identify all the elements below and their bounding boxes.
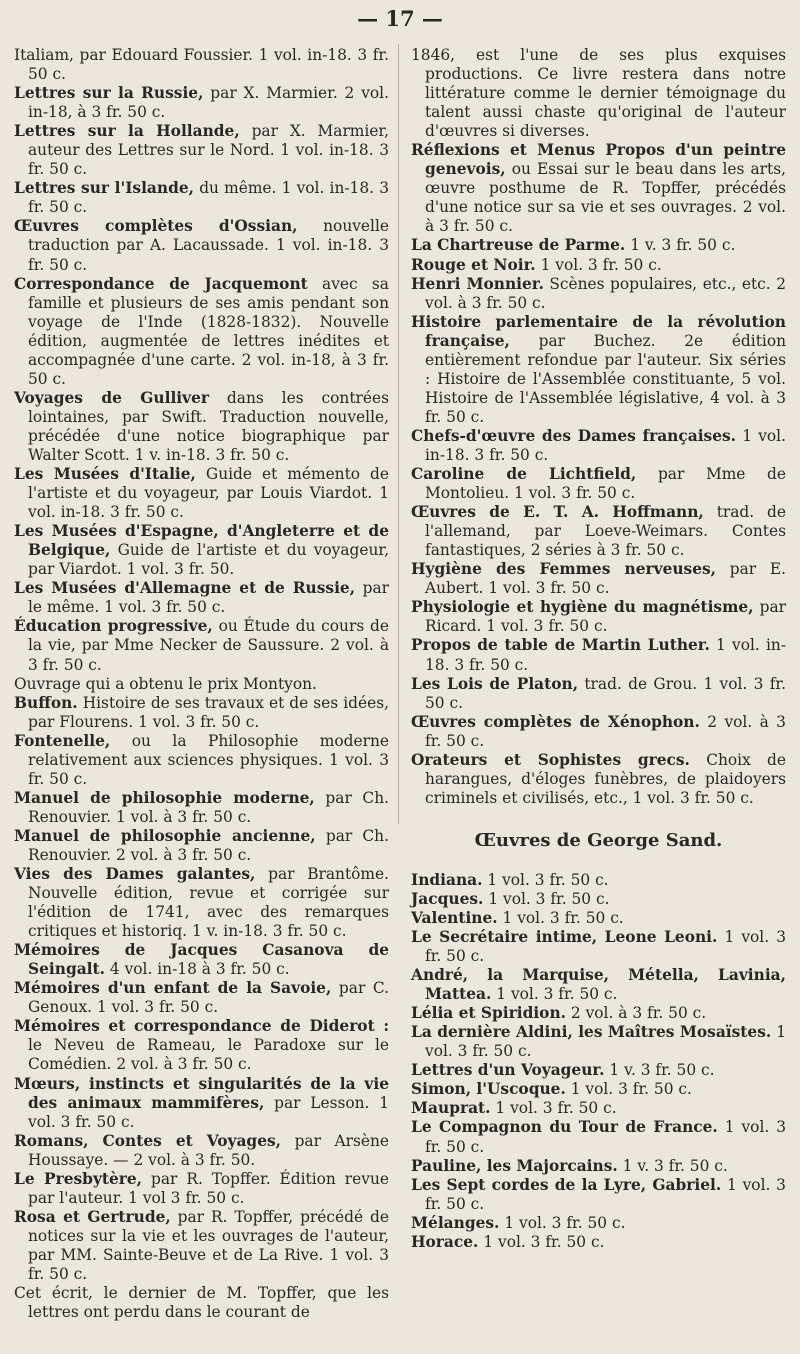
entry-text: 1846, est l'une de ses plus exquises productions. Ce livre restera dans notre littérature comme le dernier témoignage du talent aussi chaste qu'original de l'auteur d'œuvres si diverses. <box>411 46 786 141</box>
entry-text: 1 vol. 3 fr. 50 c. <box>483 1232 605 1251</box>
catalogue-entry <box>411 256 786 275</box>
entry-title: Lettres sur la Russie, <box>14 84 204 103</box>
catalogue-entry <box>411 909 786 928</box>
catalogue-entry <box>411 236 786 255</box>
catalogue-entry <box>14 522 389 579</box>
catalogue-entry <box>14 1017 389 1074</box>
entry-title: Orateurs et Sophistes grecs. <box>411 750 690 769</box>
catalogue-entry <box>411 1157 786 1176</box>
entry-title: Mémoires et correspondance de Diderot : <box>14 1017 389 1036</box>
catalogue-entry <box>14 122 389 179</box>
catalogue-entry <box>411 1061 786 1080</box>
entry-text: 1 vol. 3 fr. 50 c. <box>570 1080 692 1099</box>
entry-text: le Neveu de Rameau, le Paradoxe sur le Comédien. 2 vol. à 3 fr. 50 c. <box>28 1036 389 1074</box>
entry-title: Pauline, les Majorcains. <box>411 1156 618 1175</box>
entry-title: Éducation progressive, <box>14 617 213 636</box>
entry-text: par le même. 1 vol. 3 fr. 50 c. <box>28 579 389 617</box>
entry-text: Scènes populaires, etc., etc. 2 vol. à 3 fr. 50 c. <box>425 274 786 312</box>
entry-title: Chefs-d'œuvre des Dames françaises. <box>411 426 737 445</box>
entry-text: trad. de l'allemand, par Loeve-Weimars. Contes fantastiques, 2 séries à 3 fr. 50 c. <box>425 503 786 560</box>
catalogue-entry <box>14 694 389 732</box>
entry-text: Guide de l'artiste et du voyageur, par Viardot. 1 vol. 3 fr. 50. <box>28 541 389 579</box>
catalogue-entry <box>411 46 786 141</box>
entry-title: Fontenelle, <box>14 731 111 750</box>
entry-text: Guide et mémento de l'artiste et du voyageur, par Louis Viardot. 1 vol. in-18. 3 fr. 50 c. <box>28 465 389 522</box>
entry-title: Lettres sur la Hollande, <box>14 122 240 141</box>
catalogue-entry <box>14 789 389 827</box>
entry-text: 1 vol. 3 fr. 50 c. <box>502 908 624 927</box>
entry-title: Henri Monnier. <box>411 274 544 293</box>
entry-title: Réflexions et Menus Propos d'un peintre genevois, <box>411 141 786 179</box>
catalogue-entry <box>14 84 389 122</box>
entry-text: 1 vol. 3 fr. 50 c. <box>496 985 618 1004</box>
entry-text: 1 vol. 3 fr. 50 c. <box>425 1118 786 1156</box>
catalogue-entry <box>411 1176 786 1214</box>
entry-text: 1 vol. in-18. 3 fr. 50 c. <box>425 636 786 674</box>
entry-text: 1 v. 3 fr. 50 c. <box>622 1156 728 1175</box>
entry-title: Indiana. <box>411 870 483 889</box>
entry-title: Simon, l'Uscoque. <box>411 1080 566 1099</box>
entry-text: par Buchez. 2e édition entièrement refondue par l'auteur. Six séries : Histoire de l'Assemblée constituante, 5 vol. Histoire de l'Assemblée législative, 4 vol. à 3 fr. 50 c. <box>425 331 786 426</box>
entry-text: par Ricard. 1 vol. 3 fr. 50 c. <box>425 598 786 636</box>
entry-title: Mauprat. <box>411 1099 491 1118</box>
catalogue-entry <box>411 1023 786 1061</box>
entry-text: par Lesson. 1 vol. 3 fr. 50 c. <box>28 1093 389 1131</box>
entry-text: 4 vol. in-18 à 3 fr. 50 c. <box>109 960 290 979</box>
entry-title: Manuel de philosophie ancienne, <box>14 826 316 845</box>
entry-text: Choix de harangues, d'éloges funèbres, de plaidoyers criminels et civilisés, etc., 1 vol. 3 fr. 50 c. <box>425 750 786 807</box>
entry-title: Buffon. <box>14 693 78 712</box>
entry-title: Propos de table de Martin Luther. <box>411 636 710 655</box>
catalogue-entry <box>411 427 786 465</box>
catalogue-entry <box>411 503 786 560</box>
entry-text: 1 vol. 3 fr. 50 c. <box>425 1023 786 1061</box>
catalogue-entry <box>14 941 389 979</box>
catalogue-entry <box>411 1099 786 1118</box>
entry-text: 2 vol. à 3 fr. 50 c. <box>570 1004 707 1023</box>
section-title: Œuvres de George Sand. <box>474 829 723 851</box>
entry-text: Italiam, par Edouard Foussier. 1 vol. in-18. 3 fr. 50 c. <box>14 46 389 84</box>
entry-title: Les Musées d'Allemagne et de Russie, <box>14 579 356 598</box>
entry-title: Lélia et Spiridion. <box>411 1004 566 1023</box>
catalogue-entry <box>14 865 389 941</box>
entry-text: par X. Marmier, auteur des Lettres sur le Nord. 1 vol. in-18. 3 fr. 50 c. <box>28 122 389 179</box>
column-divider <box>398 44 399 824</box>
catalogue-entry <box>14 1075 389 1132</box>
entry-title: Rosa et Gertrude, <box>14 1207 171 1226</box>
entry-text: ou Étude du cours de la vie, par Mme Necker de Saussure. 2 vol. à 3 fr. 50 c. <box>28 617 389 674</box>
entry-title: Romans, Contes et Voyages, <box>14 1131 282 1150</box>
entry-text: 1 vol. 3 fr. 50 c. <box>425 928 786 966</box>
catalogue-entry <box>14 46 389 84</box>
entry-text: 1 vol. 3 fr. 50 c. <box>488 889 610 908</box>
catalogue-entry <box>411 751 786 808</box>
catalogue-entry <box>14 275 389 389</box>
catalogue-entry <box>411 675 786 713</box>
entry-text: par C. Genoux. 1 vol. 3 fr. 50 c. <box>28 979 389 1017</box>
entry-text: par Ch. Renouvier. 1 vol. à 3 fr. 50 c. <box>28 788 389 826</box>
catalogue-entry <box>14 389 389 465</box>
entry-text: 1 vol. 3 fr. 50 c. <box>504 1213 626 1232</box>
entry-title: Mélanges. <box>411 1213 500 1232</box>
entry-title: Rouge et Noir. <box>411 255 536 274</box>
catalogue-entry <box>411 1004 786 1023</box>
entry-title: La dernière Aldini, les Maîtres Mosaïstes. <box>411 1023 772 1042</box>
catalogue-entry <box>411 560 786 598</box>
entry-title: Mémoires d'un enfant de la Savoie, <box>14 979 332 998</box>
entry-title: André, la Marquise, Métella, Lavinia, Mattea. <box>411 966 786 1004</box>
entry-title: Les Sept cordes de la Lyre, Gabriel. <box>411 1175 722 1194</box>
entry-text: par Mme de Montolieu. 1 vol. 3 fr. 50 c. <box>425 465 786 503</box>
catalogue-entry <box>14 1284 389 1322</box>
catalogue-entry <box>411 1214 786 1233</box>
left-column <box>14 46 389 1322</box>
entry-title: La Chartreuse de Parme. <box>411 236 626 255</box>
entry-title: Le Presbytère, <box>14 1169 143 1188</box>
entry-text: 1 v. 3 fr. 50 c. <box>609 1061 715 1080</box>
catalogue-entry <box>14 1170 389 1208</box>
catalogue-entry <box>14 1208 389 1284</box>
entry-title: Hygiène des Femmes nerveuses, <box>411 560 717 579</box>
entry-title: Manuel de philosophie moderne, <box>14 788 315 807</box>
catalogue-entry <box>14 732 389 789</box>
catalogue-entry <box>411 928 786 966</box>
entry-text: par R. Topffer. Édition revue par l'auteur. 1 vol 3 fr. 50 c. <box>28 1169 389 1207</box>
entry-text: du même. 1 vol. in-18. 3 fr. 50 c. <box>28 179 389 217</box>
catalogue-entry <box>14 617 389 674</box>
entry-title: Œuvres de E. T. A. Hoffmann, <box>411 503 704 522</box>
catalogue-entry <box>14 675 389 694</box>
entry-title: Jacques. <box>411 889 484 908</box>
entry-text: par X. Marmier. 2 vol. in-18, à 3 fr. 50 c. <box>28 84 389 122</box>
entry-text: avec sa famille et plusieurs de ses amis pendant son voyage de l'Inde (1828-1832). Nouvelle édition, augmentée de lettres inédites et accompagnée d'une carte. 2 vol. in-18, à 3 fr. 50 c. <box>28 274 389 388</box>
catalogue-entry <box>411 966 786 1004</box>
entry-text: Histoire de ses travaux et de ses idées, par Flourens. 1 vol. 3 fr. 50 c. <box>28 693 389 731</box>
catalogue-entry <box>411 636 786 674</box>
entry-text: 2 vol. à 3 fr. 50 c. <box>425 712 786 750</box>
entry-title: Correspondance de Jacquemont <box>14 274 308 293</box>
catalogue-entry <box>411 871 786 890</box>
entry-text: 1 vol. 3 fr. 50 c. <box>495 1099 617 1118</box>
entry-title: Le Secrétaire intime, Leone Leoni. <box>411 928 718 947</box>
catalogue-entry <box>411 713 786 751</box>
catalogue-entry <box>411 141 786 236</box>
entry-title: Œuvres complètes de Xénophon. <box>411 712 700 731</box>
entry-title: Mémoires de Jacques Casanova de Seingalt. <box>14 941 389 979</box>
entry-text: trad. de Grou. 1 vol. 3 fr. 50 c. <box>425 674 786 712</box>
entry-title: Voyages de Gulliver <box>14 388 209 407</box>
sand-entries <box>411 871 786 1252</box>
catalogue-entry <box>411 890 786 909</box>
entry-title: Horace. <box>411 1232 479 1251</box>
catalogue-entry <box>14 579 389 617</box>
entry-text: par E. Aubert. 1 vol. 3 fr. 50 c. <box>425 560 786 598</box>
catalogue-entry <box>411 465 786 503</box>
right-column <box>411 46 786 1252</box>
entry-text: 1 vol. 3 fr. 50 c. <box>425 1175 786 1213</box>
catalogue-entry <box>411 1118 786 1156</box>
entry-text: par Arsène Houssaye. — 2 vol. à 3 fr. 50. <box>28 1131 389 1169</box>
entry-title: Les Lois de Platon, <box>411 674 579 693</box>
catalogue-entry <box>411 1233 786 1252</box>
catalogue-entry <box>14 217 389 274</box>
catalogue-entry <box>411 275 786 313</box>
catalogue-entry <box>411 313 786 427</box>
entry-title: Mœurs, instincts et singularités de la vie des animaux mammifères, <box>14 1074 389 1112</box>
catalogue-entry <box>14 179 389 217</box>
entry-text: Cet écrit, le dernier de M. Topffer, que les lettres ont perdu dans le courant de <box>14 1284 389 1322</box>
entry-text: 1 vol. 3 fr. 50 c. <box>487 870 609 889</box>
catalogue-entry <box>14 465 389 522</box>
entry-text: par Ch. Renouvier. 2 vol. à 3 fr. 50 c. <box>28 826 389 864</box>
entry-text: nouvelle traduction par A. Lacaussade. 1 vol. in-18. 3 fr. 50 c. <box>28 217 389 274</box>
entry-title: Le Compagnon du Tour de France. <box>411 1118 718 1137</box>
entry-title: Œuvres complètes d'Ossian, <box>14 217 298 236</box>
page-number: — 17 — <box>357 6 443 31</box>
entry-text: ou la Philosophie moderne relativement aux sciences physiques. 1 vol. 3 fr. 50 c. <box>28 731 389 788</box>
entry-title: Vies des Dames galantes, <box>14 865 256 884</box>
entry-title: Les Musées d'Italie, <box>14 465 196 484</box>
entry-text: ou Essai sur le beau dans les arts, œuvre posthume de R. Topffer, précédés d'une notice sur sa vie et ses ouvrages. 2 vol. à 3 fr. 50 c. <box>425 160 786 236</box>
entry-title: Les Musées d'Espagne, d'Angleterre et de Belgique, <box>14 522 389 560</box>
entry-text: 1 vol. in-18. 3 fr. 50 c. <box>425 426 786 464</box>
entry-text: 1 v. 3 fr. 50 c. <box>630 236 736 255</box>
entry-title: Lettres sur l'Islande, <box>14 179 194 198</box>
entry-text: 1 vol. 3 fr. 50 c. <box>540 255 662 274</box>
entry-text: Ouvrage qui a obtenu le prix Montyon. <box>14 674 317 693</box>
entry-title: Histoire parlementaire de la révolution française, <box>411 312 786 350</box>
catalogue-entry <box>411 598 786 636</box>
catalogue-entry <box>14 979 389 1017</box>
catalogue-entry <box>14 1132 389 1170</box>
entry-title: Caroline de Lichtfield, <box>411 465 637 484</box>
catalogue-entry <box>411 1080 786 1099</box>
entry-title: Lettres d'un Voyageur. <box>411 1061 605 1080</box>
right-column-entries <box>411 46 786 808</box>
entry-title: Physiologie et hygiène du magnétisme, <box>411 598 754 617</box>
entry-title: Valentine. <box>411 908 498 927</box>
entry-text: par R. Topffer, précédé de notices sur la vie et les ouvrages de l'auteur, par MM. Sainte-Beuve et de La Rive. 1 vol. 3 fr. 50 c. <box>28 1207 389 1283</box>
catalogue-entry <box>14 827 389 865</box>
entry-text: par Brantôme. Nouvelle édition, revue et corrigée sur l'édition de 1741, avec des remarques critiques et historiq. 1 v. in-18. 3 fr. 50 c. <box>28 865 389 941</box>
entry-text: dans les contrées lointaines, par Swift. Traduction nouvelle, précédée d'une notice biographique par Walter Scott. 1 v. in-18. 3 fr. 50 c. <box>28 388 389 464</box>
